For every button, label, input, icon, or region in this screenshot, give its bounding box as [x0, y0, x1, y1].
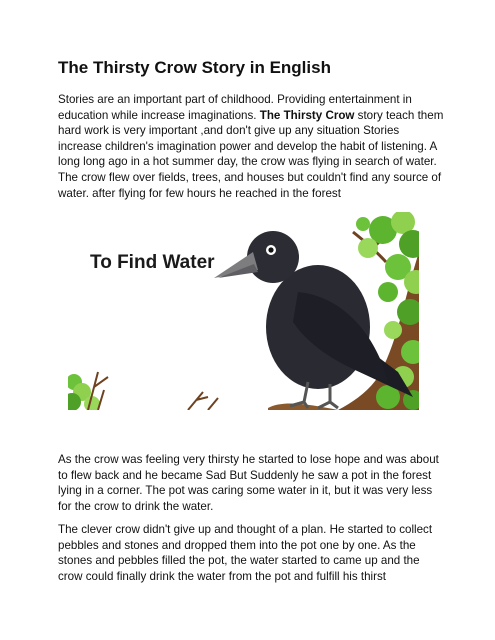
intro-text-part2: story teach them hard work is very important ,and don't give up any situation Stories increase children's imagination power and develop the habit of listening. A long long ago in a hot summer day, the crow was flying in search of water. The crow flew over fields, trees, and houses but couldn't find any source of water. after flying for few hours he reached in the forest: [58, 108, 444, 200]
page-title: The Thirsty Crow Story in English: [58, 58, 331, 77]
second-paragraph: As the crow was feeling very thirsty he started to lose hope and was about to flew back and he became Sad But Suddenly he saw a pot in the forest lying in a corner. The pot was caring some water in it, but it was very less for the crow to drink the water.: [58, 453, 439, 513]
crow-illustration: [68, 212, 419, 410]
intro-paragraph: [58, 92, 446, 201]
crow-illustration-svg: [68, 212, 419, 410]
intro-bold-story-name: The Thirsty Crow: [259, 108, 355, 122]
third-paragraph: The clever crow didn't give up and thought of a plan. He started to collect pebbles and stones and dropped them into the pot one by one. As the stones and pebbles filled the pot, the water started to came up and the crow could finally drink the water from the pot and fulfill his thirst: [58, 523, 433, 583]
intro-text-part1: Stories are an important part of childhood. Providing entertainment in education while increase imaginations.: [58, 93, 412, 122]
illustration-caption: To Find Water: [90, 252, 215, 273]
